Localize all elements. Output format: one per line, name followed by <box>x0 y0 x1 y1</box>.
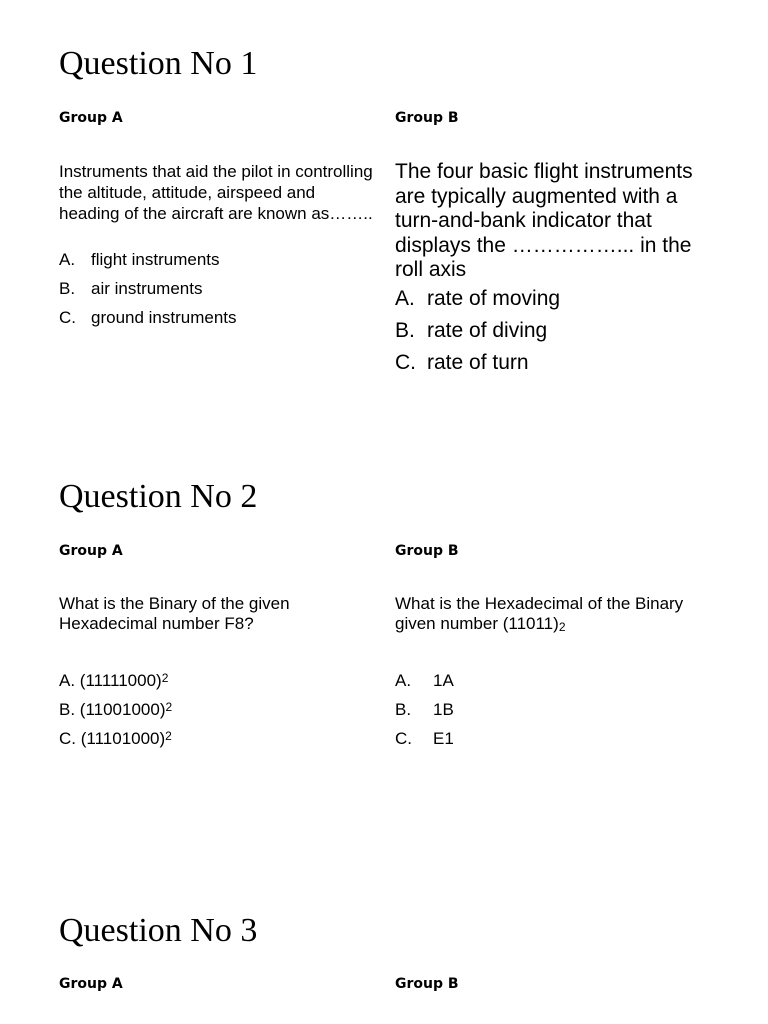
q3-group-a-label: Group A <box>59 976 123 992</box>
option-text: rate of diving <box>427 319 548 342</box>
option-letter: A. <box>59 250 76 269</box>
option-item <box>59 671 172 700</box>
q1-group-a-label: Group A <box>59 110 123 126</box>
option-text: rate of turn <box>427 351 529 374</box>
option-letter: B. <box>59 279 76 298</box>
q2-group-b-question-text: What is the Hexadecimal of the Binary given number (11011) <box>395 594 684 633</box>
option-item <box>395 671 454 700</box>
option-letter: B. <box>395 700 412 719</box>
q2-group-a-question: What is the Binary of the given Hexadecimal number F8? <box>59 594 290 633</box>
option-item <box>395 319 560 351</box>
option-text: flight instruments <box>91 250 220 269</box>
question-3-title: Question No 3 <box>59 912 258 949</box>
option-item <box>395 700 454 729</box>
option-item <box>395 351 560 383</box>
option-letter: C. <box>59 308 76 327</box>
q2-group-b-label: Group B <box>395 543 459 559</box>
option-item <box>59 250 237 279</box>
option-letter: C. <box>395 351 416 374</box>
q1-group-a-question: Instruments that aid the pilot in controlling the altitude, attitude, airspeed and heading of the aircraft are known as…….. <box>59 162 373 223</box>
option-letter: B. <box>59 700 76 719</box>
q1-group-b-question: The four basic flight instruments are typically augmented with a turn-and-bank indicator that displays the ……………... in the roll axis <box>395 160 693 281</box>
option-text: E1 <box>433 729 454 748</box>
q2-group-b-question <box>395 594 725 637</box>
q2-group-a-label: Group A <box>59 543 123 559</box>
base-subscript: 2 <box>165 700 173 714</box>
option-item <box>59 279 237 308</box>
option-text: 1B <box>433 700 454 719</box>
option-item <box>59 700 172 729</box>
option-text: air instruments <box>91 279 203 298</box>
base-subscript: 2 <box>165 729 172 743</box>
base-subscript: 2 <box>558 620 566 634</box>
option-letter: C. <box>395 729 412 748</box>
option-text: (11111000) <box>79 671 162 690</box>
option-text: 1A <box>433 671 454 690</box>
q2-group-a-options <box>59 671 172 758</box>
option-item <box>395 287 560 319</box>
option-item <box>59 308 237 337</box>
option-letter: C. <box>59 729 76 748</box>
q1-group-a-options <box>59 250 237 337</box>
q3-group-b-label: Group B <box>395 976 459 992</box>
question-1-title: Question No 1 <box>59 45 258 82</box>
option-item <box>59 729 172 758</box>
option-letter: A. <box>59 671 76 690</box>
option-letter: B. <box>395 319 415 342</box>
q1-group-b-label: Group B <box>395 110 459 126</box>
option-text: rate of moving <box>427 287 561 310</box>
option-letter: A. <box>395 287 415 310</box>
base-subscript: 2 <box>161 671 169 685</box>
option-text: ground instruments <box>91 308 237 327</box>
option-item <box>395 729 454 758</box>
option-text: (11101000) <box>80 729 166 748</box>
option-letter: A. <box>395 671 412 690</box>
q1-group-b-options <box>395 287 560 383</box>
q2-group-b-options <box>395 671 454 758</box>
question-2-title: Question No 2 <box>59 478 258 515</box>
option-text: (11001000) <box>79 700 166 719</box>
